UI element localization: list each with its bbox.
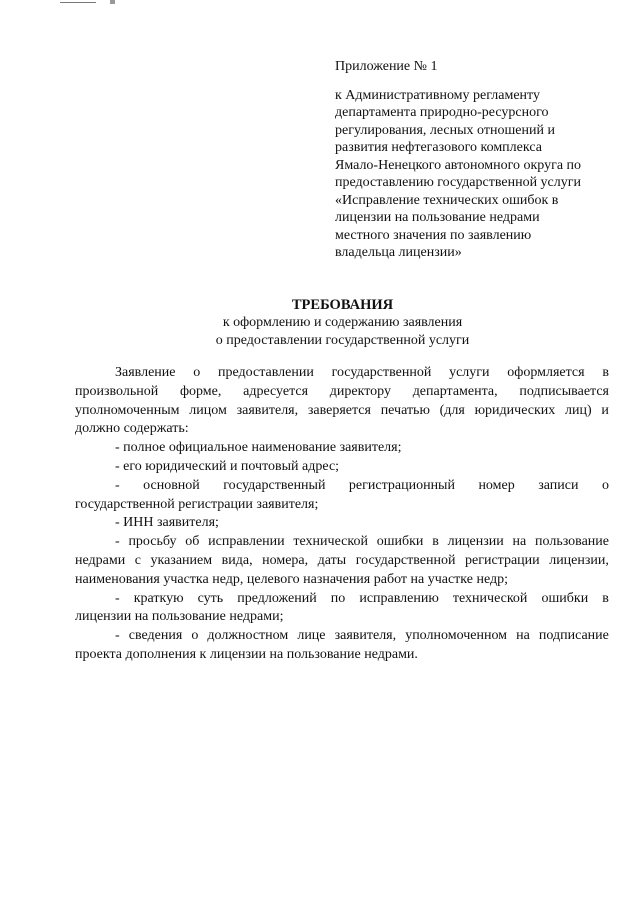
list-item: - полное официальное наименование заявителя; [115,440,402,456]
appendix-line: развития нефтегазового комплекса [335,140,542,155]
word: в [602,365,609,380]
scan-mark [60,2,96,3]
word: юридических [474,402,556,418]
word: подписание [538,628,609,644]
appendix-line: предоставлению государственной услуги [335,175,581,190]
word: сведения [128,628,183,644]
document-body [75,364,609,665]
body-line [75,552,609,571]
appendix-line: лицензии на пользование недрами [335,210,540,225]
document-subtitle: к оформлению и содержанию заявления [222,315,463,330]
word: на [512,534,527,550]
word: лицензии [447,534,504,550]
list-item: - его юридический и почтовый адрес; [115,458,340,474]
word: - [115,477,120,493]
word: записи [538,477,579,493]
word: и [601,402,609,418]
list-item [75,477,609,496]
body-line: должно содержать: [75,421,189,437]
word: лицензии, [549,552,609,568]
word: с [134,552,141,568]
list-item: - ИНН заявителя; [115,515,219,531]
appendix-line: «Исправление технических ошибок в [335,192,559,208]
word: директору [329,383,391,399]
word: в [432,534,439,550]
document-title: ТРЕБОВАНИЯ [291,297,394,313]
word: предоставлении [218,365,314,380]
word: оформляется [507,365,585,380]
word: номера, [262,552,309,568]
word: указанием [150,552,213,568]
word: уполномоченном [405,628,508,644]
appendix-title: Приложение № 1 [335,59,438,74]
word: уполномоченным [75,402,180,418]
appendix-block [335,58,620,262]
word: регистрации [465,552,540,568]
word: недрами [75,552,126,568]
word: подписывается [519,383,609,399]
body-line [75,364,609,383]
body-line: проекта дополнения к лицензии на пользование недрами. [75,646,418,662]
body-line [75,383,609,402]
word: даты [317,552,347,568]
word: форме, [179,383,222,399]
appendix-line: местного значения по заявлению [335,227,532,243]
word: - [115,628,120,644]
word: ошибки [541,590,589,606]
word: на [516,628,530,644]
word: пользование [535,534,609,550]
word: регистрационный [348,477,455,493]
appendix-line: департамента природно-ресурсного [335,105,549,120]
word: об [185,534,200,550]
scan-mark [110,0,115,4]
word: просьбу [128,534,177,550]
word: о [601,477,609,493]
word: услуги [449,365,490,380]
word: по [330,590,346,606]
word: в [602,590,609,606]
word: (для [439,402,465,418]
word: исправлению [359,590,439,606]
word: о [193,365,201,380]
appendix-line: владельца лицензии» [335,245,462,260]
appendix-line: Ямало-Ненецкого автономного округа по [335,157,582,173]
appendix-line: регулирования, лесных отношений и [335,122,555,138]
word: о [191,628,199,644]
word: технической [293,534,368,550]
list-item [75,590,609,609]
word: должностном [207,628,289,644]
word: ошибки [376,534,424,550]
word: технической [452,590,528,606]
word: адресуется [243,383,309,399]
word: заявителя, [236,402,299,418]
word: печатью [380,402,430,418]
list-item [75,533,609,552]
appendix-line: к Административному регламенту [335,87,540,103]
word: - [115,534,120,550]
word: суть [197,590,224,606]
word: государственной [355,552,456,568]
word: предложений [237,590,317,606]
document-heading [75,296,610,350]
body-line: государственной регистрации заявителя; [75,496,319,512]
word: лице [297,628,326,644]
word: государственной [331,365,432,380]
list-item [75,627,609,646]
word: заявителя, [334,628,397,644]
word: Заявление [115,365,176,380]
word: - [115,590,120,606]
word: вида, [221,552,253,568]
body-line: наименования участка недр, целевого назначения работ на участке недр; [75,571,509,587]
body-line: лицензии на пользование недрами; [75,609,284,625]
word: лицом [189,402,227,418]
word: заверяется [307,402,371,418]
word: основной [143,477,200,493]
word: краткую [133,590,184,606]
word: лиц) [565,402,592,418]
document-subtitle: о предоставлении государственной услуги [215,333,470,348]
word: номер [478,477,515,493]
word: департамента, [412,383,498,399]
word: государственный [223,477,326,493]
word: исправлении [208,534,285,550]
word: произвольной [75,383,159,399]
body-line [75,402,609,421]
